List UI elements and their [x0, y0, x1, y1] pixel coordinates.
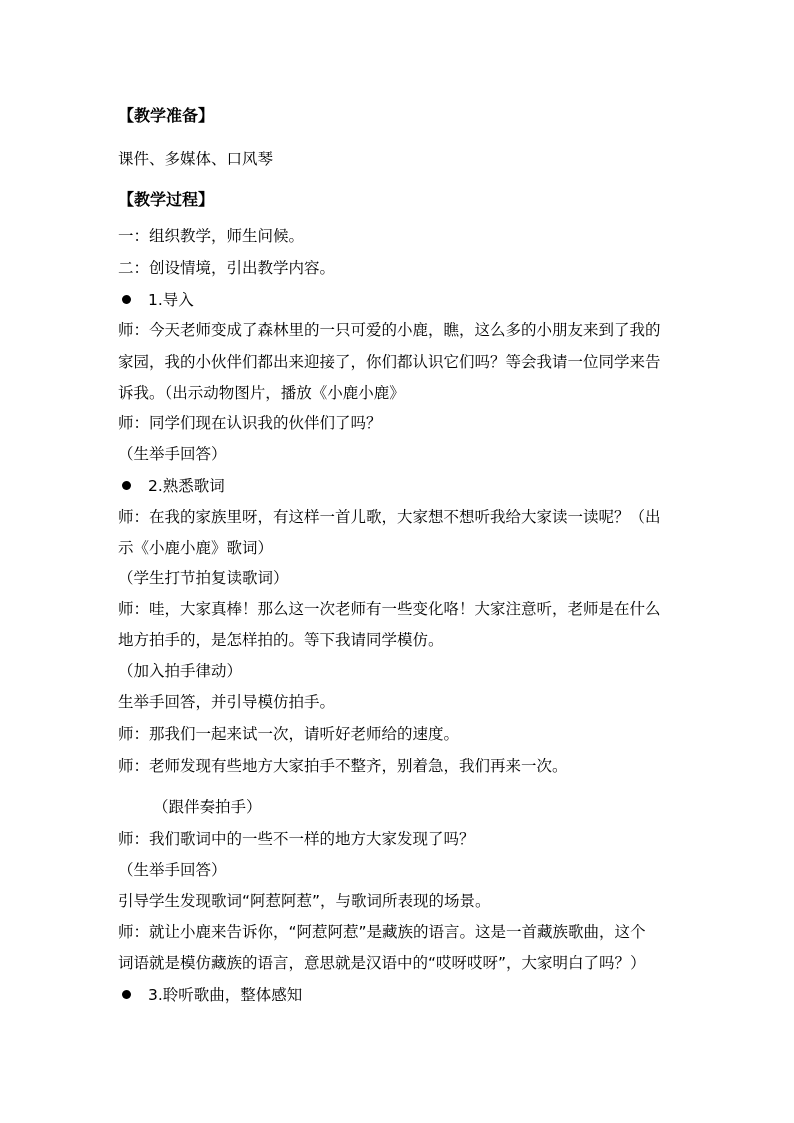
text-line: 师：同学们现在认识我的伙伴们了吗？ — [118, 414, 382, 432]
bullet-icon — [122, 481, 131, 490]
text-line: 词语就是模仿藏族的语言，意思就是汉语中的“哎呀哎呀”，大家明白了吗？） — [118, 954, 646, 972]
bullet-item — [118, 476, 688, 496]
text-line: 家园，我的小伙伴们都出来迎接了，你们都认识它们吗？等会我请一位同学来告 — [118, 353, 661, 371]
bullet-label: 1.导入 — [148, 291, 194, 309]
process-heading: 【教学过程】 — [118, 190, 215, 209]
text-line: 示《小鹿小鹿》歌词） — [118, 539, 274, 557]
text-line: 师：在我的家族里呀，有这样一首儿歌，大家想不想听我给大家读一读呢？（出 — [118, 508, 661, 526]
text-line: 一：组织教学，师生问候。 — [118, 227, 305, 245]
bullet-label: 2.熟悉歌词 — [148, 477, 225, 495]
text-line: （生举手回答） — [118, 861, 227, 879]
text-line: 师：哇，大家真棒！那么这一次老师有一些变化咯！大家注意听，老师是在什么 — [118, 600, 661, 618]
text-line: 师：我们歌词中的一些不一样的地方大家发现了吗？ — [118, 830, 475, 848]
text-line: 地方拍手的，是怎样拍的。等下我请同学模仿。 — [118, 631, 444, 649]
text-line: 师：今天老师变成了森林里的一只可爱的小鹿，瞧，这么多的小朋友来到了我的 — [118, 321, 661, 339]
prep-heading: 【教学准备】 — [118, 106, 215, 125]
text-line: 生举手回答，并引导模仿拍手。 — [118, 693, 336, 711]
bullet-icon — [122, 295, 131, 304]
prep-items: 课件、多媒体、口风琴 — [118, 150, 274, 168]
bullet-label: 3.聆听歌曲，整体感知 — [148, 986, 303, 1004]
text-line: （生举手回答） — [118, 445, 227, 463]
text-line: 引导学生发现歌词“阿惹阿惹”，与歌词所表现的场景。 — [118, 892, 491, 910]
text-line: 师：就让小鹿来告诉你，“阿惹阿惹”是藏族的语言。这是一首藏族歌曲，这个 — [118, 923, 646, 941]
text-line: （跟伴奏拍手） — [153, 798, 262, 816]
bullet-item — [118, 985, 688, 1005]
bullet-item — [118, 290, 688, 310]
text-line: 师：那我们一起来试一次，请听好老师给的速度。 — [118, 725, 460, 743]
text-line: 诉我。（出示动物图片，播放《小鹿小鹿》 — [118, 384, 405, 402]
text-line: （加入拍手律动） — [118, 662, 243, 680]
text-line: 师：老师发现有些地方大家拍手不整齐，别着急，我们再来一次。 — [118, 757, 568, 775]
text-line: 二：创设情境，引出教学内容。 — [118, 259, 336, 277]
text-line: （学生打节拍复读歌词） — [118, 569, 289, 587]
bullet-icon — [122, 990, 131, 999]
